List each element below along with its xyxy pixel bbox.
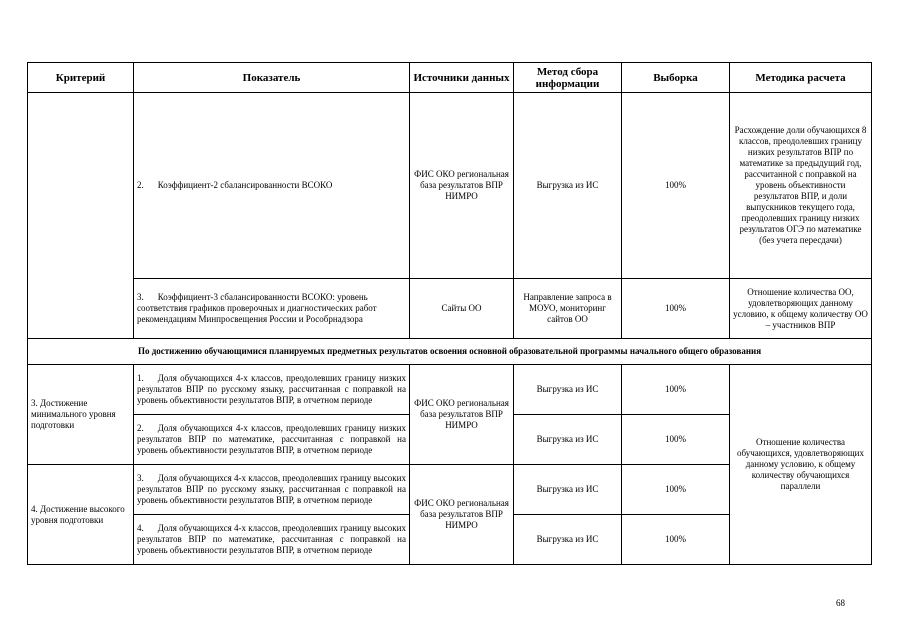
section-heading-row (28, 339, 872, 365)
calc-cell: Отношение количества обучающихся, удовлетворяющих данному условию, к общему количеству обучающихся параллели (730, 365, 872, 565)
sources-cell: ФИС ОКО региональная база результатов ВПР НИМРО (410, 365, 514, 465)
criterion-cell: 3. Достижение минимального уровня подготовки (28, 365, 134, 465)
section-heading: По достижению обучающимися планируемых предметных результатов освоения основной образовательной программы начального общего образования (28, 339, 872, 365)
indicator-text: Коэффициент-2 сбалансированности ВСОКО (157, 180, 333, 190)
table-header-row (28, 63, 872, 93)
method-cell: Направление запроса в МОУО, мониторинг сайтов ОО (514, 279, 622, 339)
method-cell: Выгрузка из ИС (514, 415, 622, 465)
method-cell: Выгрузка из ИС (514, 465, 622, 515)
header-indicator: Показатель (134, 63, 410, 93)
indicator-text: Коэффициент-3 сбалансированности ВСОКО: уровень соответствия графиков проверочных и диагностических работ рекомендациям Минпросвещения России и Рособрнадзора (137, 292, 377, 324)
sample-cell: 100% (622, 515, 730, 565)
sample-cell: 100% (622, 93, 730, 279)
sample-cell: 100% (622, 365, 730, 415)
row-number: 1. (137, 373, 144, 383)
sample-cell: 100% (622, 415, 730, 465)
row-number: 3. (137, 473, 144, 483)
criterion-cell-empty (28, 93, 134, 339)
indicator-cell (134, 279, 410, 339)
row-number: 2. (137, 423, 144, 433)
sources-cell: ФИС ОКО региональная база результатов ВПР НИМРО (410, 93, 514, 279)
criteria-table (27, 62, 872, 565)
row-number: 3. (137, 292, 144, 302)
sources-cell: ФИС ОКО региональная база результатов ВПР НИМРО (410, 465, 514, 565)
indicator-cell (134, 465, 410, 515)
row-number: 2. (137, 180, 144, 190)
method-cell: Выгрузка из ИС (514, 93, 622, 279)
header-method: Метод сбора информации (514, 63, 622, 93)
table-row (28, 365, 872, 415)
indicator-cell (134, 515, 410, 565)
indicator-cell (134, 93, 410, 279)
method-cell: Выгрузка из ИС (514, 365, 622, 415)
table-row (28, 279, 872, 339)
indicator-text: Доля обучающихся 4-х классов, преодолевших границу низких результатов ВПР по русскому языку, рассчитанная с поправкой на уровень объективности результатов ВПР, в отчетном периоде (137, 373, 406, 405)
header-criterion: Критерий (28, 63, 134, 93)
calc-cell: Отношение количества ОО, удовлетворяющих данному условию, к общему количеству ОО – участников ВПР (730, 279, 872, 339)
method-cell: Выгрузка из ИС (514, 515, 622, 565)
indicator-cell (134, 365, 410, 415)
indicator-text: Доля обучающихся 4-х классов, преодолевших границу низких результатов ВПР по математике, рассчитанная с поправкой на уровень объективности результатов ВПР, в отчетном периоде (137, 423, 406, 455)
page-number: 68 (836, 598, 845, 608)
header-sample: Выборка (622, 63, 730, 93)
table-row (28, 93, 872, 279)
row-number: 4. (137, 523, 144, 533)
sample-cell: 100% (622, 279, 730, 339)
header-calc: Методика расчета (730, 63, 872, 93)
sample-cell: 100% (622, 465, 730, 515)
indicator-cell (134, 415, 410, 465)
header-sources: Источники данных (410, 63, 514, 93)
indicator-text: Доля обучающихся 4-х классов, преодолевших границу высоких результатов ВПР по русскому языку, рассчитанная с поправкой на уровень объективности результатов ВПР, в отчетном периоде (137, 473, 406, 505)
criterion-cell: 4. Достижение высокого уровня подготовки (28, 465, 134, 565)
sources-cell: Сайты ОО (410, 279, 514, 339)
calc-cell: Расхождение доли обучающихся 8 классов, преодолевших границу низких результатов ВПР по математике за предыдущий год, рассчитанной с поправкой на уровень объективности результатов ВПР, и доли выпускников текущего года, преодолевших границу низких результатов ОГЭ по математике (без учета пересдачи) (730, 93, 872, 279)
indicator-text: Доля обучающихся 4-х классов, преодолевших границу высоких результатов ВПР по математике, рассчитанная с поправкой на уровень объективности результатов ВПР, в отчетном периоде (137, 523, 406, 555)
